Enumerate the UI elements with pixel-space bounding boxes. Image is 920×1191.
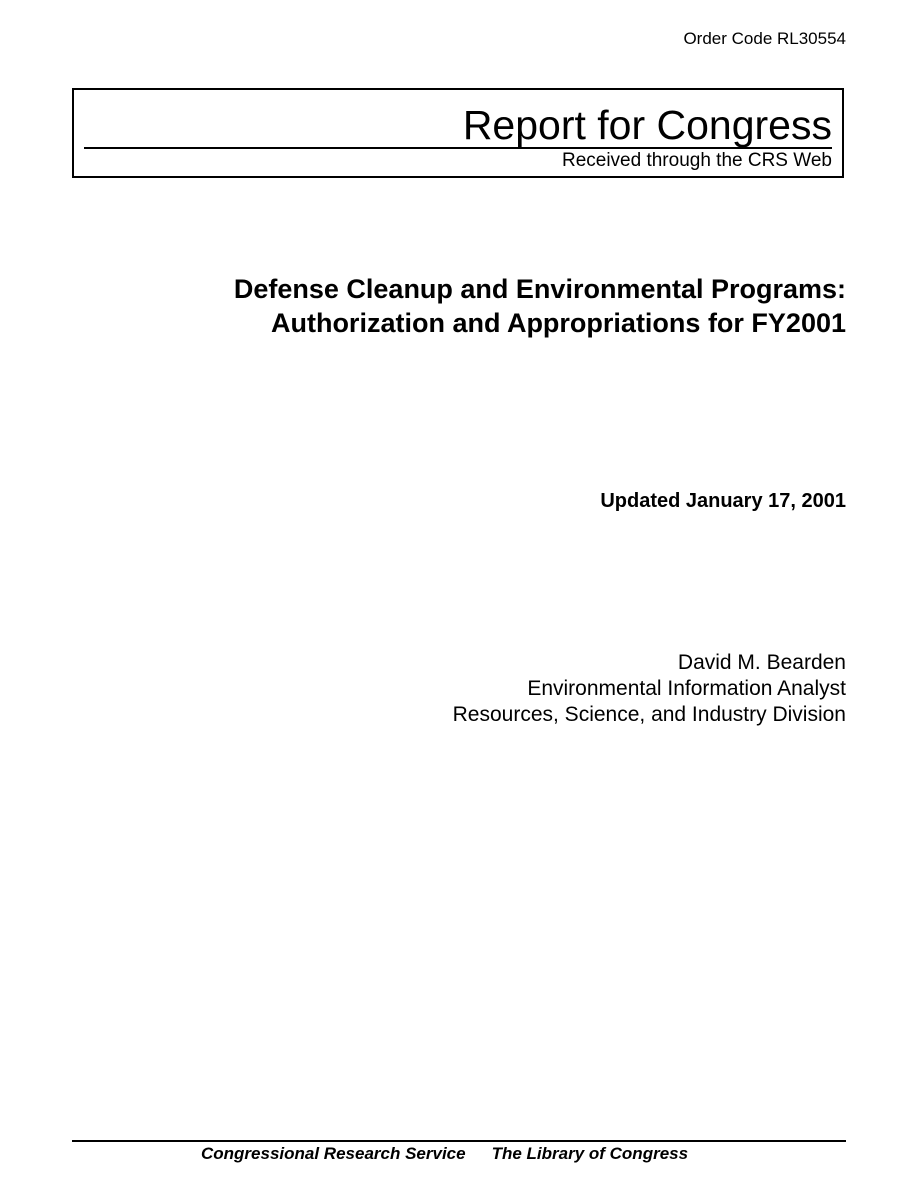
- report-title: [126, 272, 846, 340]
- banner-divider: [84, 147, 832, 149]
- footer-divider: [72, 1140, 846, 1142]
- footer-organization: Congressional Research Service: [201, 1144, 466, 1163]
- author-position: Environmental Information Analyst: [527, 677, 846, 700]
- report-banner: [72, 88, 844, 178]
- updated-date: Updated January 17, 2001: [600, 490, 846, 512]
- footer: [201, 1143, 688, 1165]
- author-name: David M. Bearden: [677, 651, 846, 674]
- report-title-line-1: Defense Cleanup and Environmental Programs:: [233, 274, 846, 304]
- author-division: Resources, Science, and Industry Division: [452, 703, 846, 726]
- banner-title: Report for Congress: [462, 102, 832, 148]
- order-code: Order Code RL30554: [683, 29, 846, 48]
- banner-subtitle: Received through the CRS Web: [561, 150, 832, 171]
- footer-library: The Library of Congress: [491, 1144, 689, 1163]
- report-title-line-2: Authorization and Appropriations for FY2001: [270, 308, 846, 338]
- author-block: [246, 650, 846, 728]
